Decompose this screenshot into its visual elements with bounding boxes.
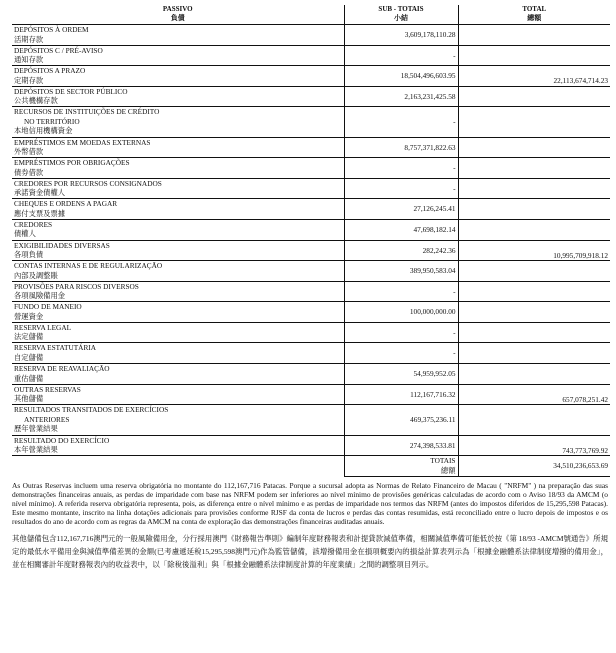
- row-label-pt-cont: NO TERRITÓRIO: [24, 116, 80, 126]
- row-total: 657,078,251.42: [458, 384, 610, 405]
- row-subtotal: -: [344, 158, 458, 179]
- row-label: [12, 384, 344, 405]
- row-label-pt: FUNDO DE MANEIO: [14, 302, 82, 312]
- row-label-pt: CONTAS INTERNAS E DE REGULARIZAÇÃO: [14, 261, 163, 271]
- note-chinese: 其他儲備包含112,167,716澳門元的一般風險備用金，分行採用澳門《財務報告準則》編制年度財務報表和計提貸款減值準備，相關減值準備可能低於按《第 18/93 -AMCM號通告》所規定的最低水平備用金與減值準備差異的金額(已考慮遞延稅15,295,598澳門元)作為監管儲備，該增撥備用金在損項概要內的損益計算表列示為「根據金融體系法律制度增撥的備用金」，並在相關審計年度財務報表內的收益表中，以「除稅後溢利」與「根據金融體系法律制度計算的年度業績」之間的調整項目列示。: [12, 534, 608, 570]
- row-label-pt: DEPÓSITOS C / PRÉ-AVISO: [14, 45, 103, 55]
- row-label: [12, 240, 344, 261]
- table-row: [12, 199, 610, 220]
- row-label-pt: DEPÓSITOS À ORDEM: [14, 25, 89, 34]
- row-total: [458, 219, 610, 240]
- row-total: 10,995,709,918.12: [458, 240, 610, 261]
- table-row: [12, 435, 610, 456]
- row-subtotal: 3,609,178,110.28: [344, 25, 458, 46]
- row-label-pt: EMPRÉSTIMOS EM MOEDAS EXTERNAS: [14, 137, 151, 147]
- row-label-pt: RECURSOS DE INSTITUIÇÕES DE CRÉDITO: [14, 107, 160, 117]
- table-row: [12, 25, 610, 46]
- row-subtotal: -: [344, 322, 458, 343]
- row-label-pt: CHEQUES E ORDENS A PAGAR: [14, 199, 118, 209]
- row-total: [458, 261, 610, 282]
- table-row: [12, 219, 610, 240]
- header-subtotais: SUB - TOTAIS 小結: [344, 5, 458, 25]
- row-total: [458, 281, 610, 302]
- row-label: [12, 219, 344, 240]
- table-row: [12, 384, 610, 405]
- table-row: [12, 261, 610, 282]
- row-label-pt: DEPÓSITOS A PRAZO: [14, 66, 86, 76]
- row-label: [12, 86, 344, 107]
- row-total: [458, 322, 610, 343]
- table-row: [12, 158, 610, 179]
- table-row: [12, 405, 610, 435]
- row-label-pt: RESERVA DE REAVALIAÇÃO: [14, 364, 110, 374]
- row-label: [12, 107, 344, 137]
- row-label: [12, 261, 344, 282]
- totals-value: 34,510,236,653.69: [458, 456, 610, 477]
- totals-row: [12, 456, 610, 477]
- row-total: [458, 45, 610, 66]
- row-label: [12, 66, 344, 87]
- row-subtotal: -: [344, 107, 458, 137]
- row-label-zh: 承諾資金債權人: [14, 188, 66, 198]
- row-label: [12, 405, 344, 435]
- row-label: [12, 322, 344, 343]
- row-subtotal: -: [344, 281, 458, 302]
- row-label-zh: 營運資金: [14, 311, 44, 321]
- totals-label-pt: TOTAIS: [430, 456, 456, 466]
- row-label-zh: 應付支票及票據: [14, 208, 66, 218]
- row-total: [458, 364, 610, 385]
- row-total: [458, 178, 610, 199]
- row-label-zh: 歷年營業結果: [14, 424, 58, 434]
- row-label-pt: CREDORES: [14, 219, 53, 229]
- row-total: [458, 107, 610, 137]
- row-label: [12, 137, 344, 158]
- totals-label-zh: 總額: [440, 465, 456, 475]
- row-label-pt: DEPÓSITOS DE SECTOR PÚBLICO: [14, 86, 128, 96]
- row-label-pt: RESULTADOS TRANSITADOS DE EXERCÍCIOS: [14, 405, 169, 415]
- row-subtotal: 27,126,245.41: [344, 199, 458, 220]
- table-row: [12, 322, 610, 343]
- row-label-zh: 公共機構存款: [14, 96, 58, 106]
- header-total: TOTAL 總額: [458, 5, 610, 25]
- row-label-pt: EMPRÉSTIMOS POR OBRIGAÇÕES: [14, 158, 130, 168]
- row-label: [12, 302, 344, 323]
- row-label-zh: 活期存款: [14, 34, 44, 44]
- row-label: [12, 343, 344, 364]
- row-label-pt: RESERVA ESTATUTÁRIA: [14, 343, 97, 353]
- row-label-zh: 各項負債: [14, 250, 44, 260]
- row-label: [12, 199, 344, 220]
- row-total: [458, 199, 610, 220]
- totals-spacer: [12, 456, 344, 477]
- row-label-zh: 其他儲備: [14, 394, 44, 404]
- row-label: [12, 178, 344, 199]
- row-total: [458, 302, 610, 323]
- row-label-pt-cont: ANTERIORES: [24, 414, 70, 424]
- row-subtotal: 18,504,496,603.95: [344, 66, 458, 87]
- row-label-pt: RESERVA LEGAL: [14, 322, 72, 332]
- row-label: [12, 281, 344, 302]
- row-subtotal: 100,000,000.00: [344, 302, 458, 323]
- row-subtotal: 2,163,231,425.58: [344, 86, 458, 107]
- table-row: [12, 302, 610, 323]
- table-row: [12, 66, 610, 87]
- table-row: [12, 86, 610, 107]
- table-row: [12, 343, 610, 364]
- row-subtotal: -: [344, 343, 458, 364]
- totals-label: [344, 456, 458, 477]
- row-label-zh: 外幣借款: [14, 147, 44, 157]
- row-subtotal: 274,398,533.81: [344, 435, 458, 456]
- row-subtotal: 282,242.36: [344, 240, 458, 261]
- table-row: [12, 240, 610, 261]
- row-label-zh: 債權人: [14, 229, 36, 239]
- row-label-pt: OUTRAS RESERVAS: [14, 384, 81, 394]
- row-label: [12, 25, 344, 46]
- row-subtotal: -: [344, 45, 458, 66]
- row-label-zh: 法定儲備: [14, 332, 44, 342]
- row-total: [458, 25, 610, 46]
- row-total: [458, 405, 610, 435]
- row-label-pt: PROVISÕES PARA RISCOS DIVERSOS: [14, 281, 139, 291]
- table-body: [12, 25, 610, 477]
- row-label-zh: 通知存款: [14, 55, 44, 65]
- table-row: [12, 364, 610, 385]
- row-label-zh: 債券借款: [14, 167, 44, 177]
- row-label-zh: 重估儲備: [14, 373, 44, 383]
- row-subtotal: 389,950,583.04: [344, 261, 458, 282]
- table-row: [12, 107, 610, 137]
- row-label-zh: 自定儲備: [14, 352, 44, 362]
- table-row: [12, 281, 610, 302]
- row-label: [12, 158, 344, 179]
- row-label-zh: 內部及調整賬: [14, 270, 58, 280]
- header-passivo: PASSIVO 負債: [12, 5, 344, 25]
- row-total: [458, 137, 610, 158]
- table-row: [12, 137, 610, 158]
- row-total: [458, 343, 610, 364]
- table-row: [12, 178, 610, 199]
- note-portuguese: As Outras Reservas incluem uma reserva obrigatória no montante do 112,167,716 Patacas. Porque a sucursal adopta as Normas de Relato Financeiro de Macau ( "NRFM" ) na preparação das suas demonstrações financeiras anuais, as perdas de imparidade com base nas NRFM podem ser inferiores ao nível mínimo de provisões genéricas calculadas de acordo com o Aviso 18/93 da AMCM (o nível mínimo). A referida reserva obrigatória representa, pois, as diferença entre o nível mínimo e as perdas de imparidade nos termos das NRFM (antes do impostos diferidos de 15,295,598 Patacas). Este mesmo montante, inscrito na linha dotações adicionais para provisões conforme RJSF da conta de lucros e perdas das contas resumidas, está reconciliado entre o lucro depois de impostos e os resultados do ano de acordo com as regras da AMCM na conta de exploração das demonstrações financeiras auditadas anuais.: [12, 481, 608, 527]
- row-total: [458, 86, 610, 107]
- row-label: [12, 364, 344, 385]
- row-label-zh: 各項風險備用金: [14, 291, 66, 301]
- table-row: [12, 45, 610, 66]
- row-total: 743,773,769.92: [458, 435, 610, 456]
- row-subtotal: 469,375,236.11: [344, 405, 458, 435]
- row-subtotal: 8,757,371,822.63: [344, 137, 458, 158]
- row-label-zh: 本年營業結果: [14, 445, 58, 455]
- row-label-pt: RESULTADO DO EXERCÍCIO: [14, 435, 110, 445]
- row-label-zh: 定期存款: [14, 75, 44, 85]
- row-label-zh: 本地信用機構資金: [14, 126, 73, 136]
- row-label: [12, 435, 344, 456]
- row-total: 22,113,674,714.23: [458, 66, 610, 87]
- row-label: [12, 45, 344, 66]
- row-label-pt: CREDORES POR RECURSOS CONSIGNADOS: [14, 178, 162, 188]
- row-subtotal: 54,959,952.05: [344, 364, 458, 385]
- row-subtotal: -: [344, 178, 458, 199]
- row-total: [458, 158, 610, 179]
- table-header-row: [12, 5, 610, 25]
- row-subtotal: 47,698,182.14: [344, 219, 458, 240]
- row-subtotal: 112,167,716.32: [344, 384, 458, 405]
- row-label-pt: EXIGIBILIDADES DIVERSAS: [14, 240, 110, 250]
- liabilities-table: [12, 5, 610, 477]
- notes-section: [12, 481, 608, 579]
